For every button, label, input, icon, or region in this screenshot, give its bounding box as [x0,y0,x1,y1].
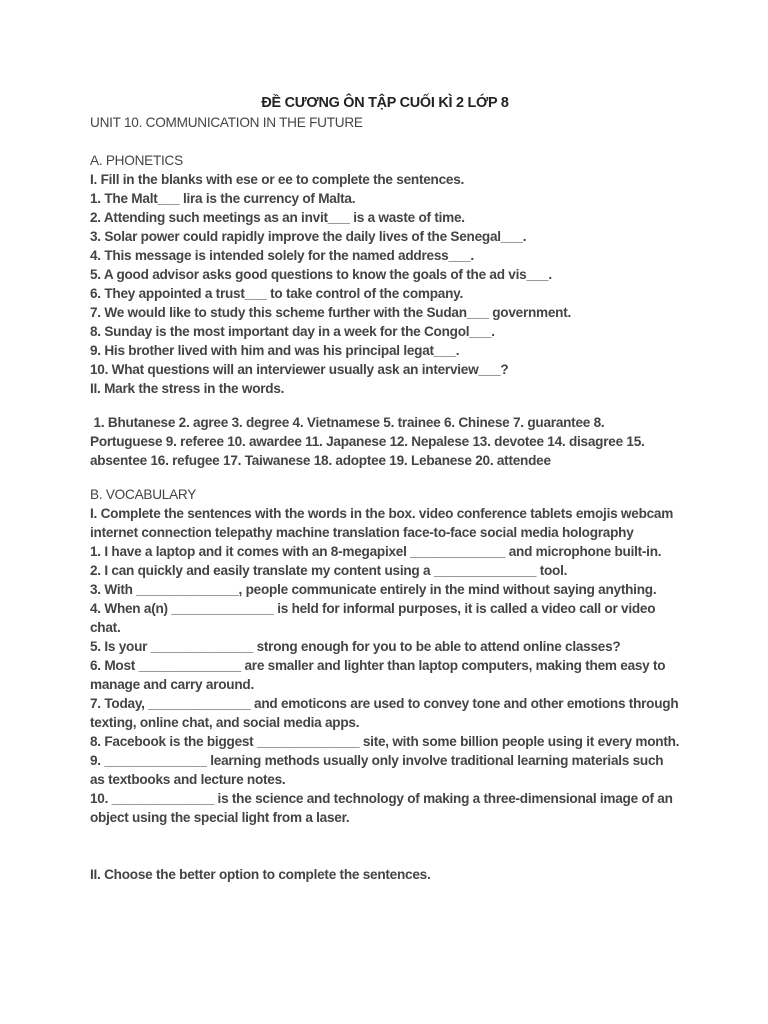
vocabulary-item: 8. Facebook is the biggest ______________ site, with some billion people using it every month. [90,734,680,749]
phonetics-part1-heading: I. Fill in the blanks with ese or ee to complete the sentences. [90,172,465,187]
phonetics-item: 4. This message is intended solely for the named address___. [90,248,474,263]
page-title: ĐỀ CƯƠNG ÔN TẬP CUỐI KÌ 2 LỚP 8 [261,95,509,111]
document-page [90,94,690,884]
spacer [90,398,690,413]
spacer [90,470,690,485]
phonetics-item: 7. We would like to study this scheme further with the Sudan___ government. [90,305,572,320]
vocabulary-item: 3. With ______________, people communicate entirely in the mind without saying anything. [90,582,657,597]
vocabulary-part1-heading: I. Complete the sentences with the words in the box. video conference tablets emojis webcam internet connection telepathy machine translation face-to-face social media holography [90,506,674,540]
vocabulary-item: 9. ______________ learning methods usually only involve traditional learning materials such as textbooks and lecture notes. [90,753,664,787]
spacer [90,827,690,865]
unit-heading: UNIT 10. COMMUNICATION IN THE FUTURE [90,115,363,130]
vocabulary-item: 1. I have a laptop and it comes with an 8-megapixel _____________ and microphone built-in. [90,544,662,559]
phonetics-item: 3. Solar power could rapidly improve the daily lives of the Senegal___. [90,229,527,244]
phonetics-part2-heading: II. Mark the stress in the words. [90,381,285,396]
phonetics-item: 8. Sunday is the most important day in a week for the Congol___. [90,324,495,339]
phonetics-heading: A. PHONETICS [90,153,183,168]
vocabulary-part2-heading: II. Choose the better option to complete the sentences. [90,867,431,882]
spacer [90,132,690,151]
vocabulary-item: 5. Is your ______________ strong enough for you to be able to attend online classes? [90,639,621,654]
vocabulary-item: 4. When a(n) ______________ is held for informal purposes, it is called a video call or video chat. [90,601,656,635]
phonetics-item: 6. They appointed a trust___ to take control of the company. [90,286,463,301]
stress-word-list: 1. Bhutanese 2. agree 3. degree 4. Vietnamese 5. trainee 6. Chinese 7. guarantee 8. Portuguese 9. referee 10. awardee 11. Japanese 12. Nepalese 13. devotee 14. disagree 15. absentee 16. refugee 17. Taiwanese 18. adoptee 19. Lebanese 20. attendee [90,415,649,468]
phonetics-item: 9. His brother lived with him and was his principal legat___. [90,343,460,358]
vocabulary-item: 2. I can quickly and easily translate my content using a ______________ tool. [90,563,568,578]
phonetics-item: 10. What questions will an interviewer usually ask an interview___? [90,362,509,377]
vocabulary-item: 7. Today, ______________ and emoticons are used to convey tone and other emotions through texting, online chat, and social media apps. [90,696,679,730]
phonetics-item: 2. Attending such meetings as an invit___ is a waste of time. [90,210,465,225]
phonetics-item: 1. The Malt___ lira is the currency of Malta. [90,191,356,206]
vocabulary-item: 6. Most ______________ are smaller and lighter than laptop computers, making them easy to manage and carry around. [90,658,666,692]
vocabulary-heading: B. VOCABULARY [90,487,197,502]
vocabulary-item: 10. ______________ is the science and technology of making a three-dimensional image of an object using the special light from a laser. [90,791,673,825]
phonetics-item: 5. A good advisor asks good questions to know the goals of the ad vis___. [90,267,552,282]
